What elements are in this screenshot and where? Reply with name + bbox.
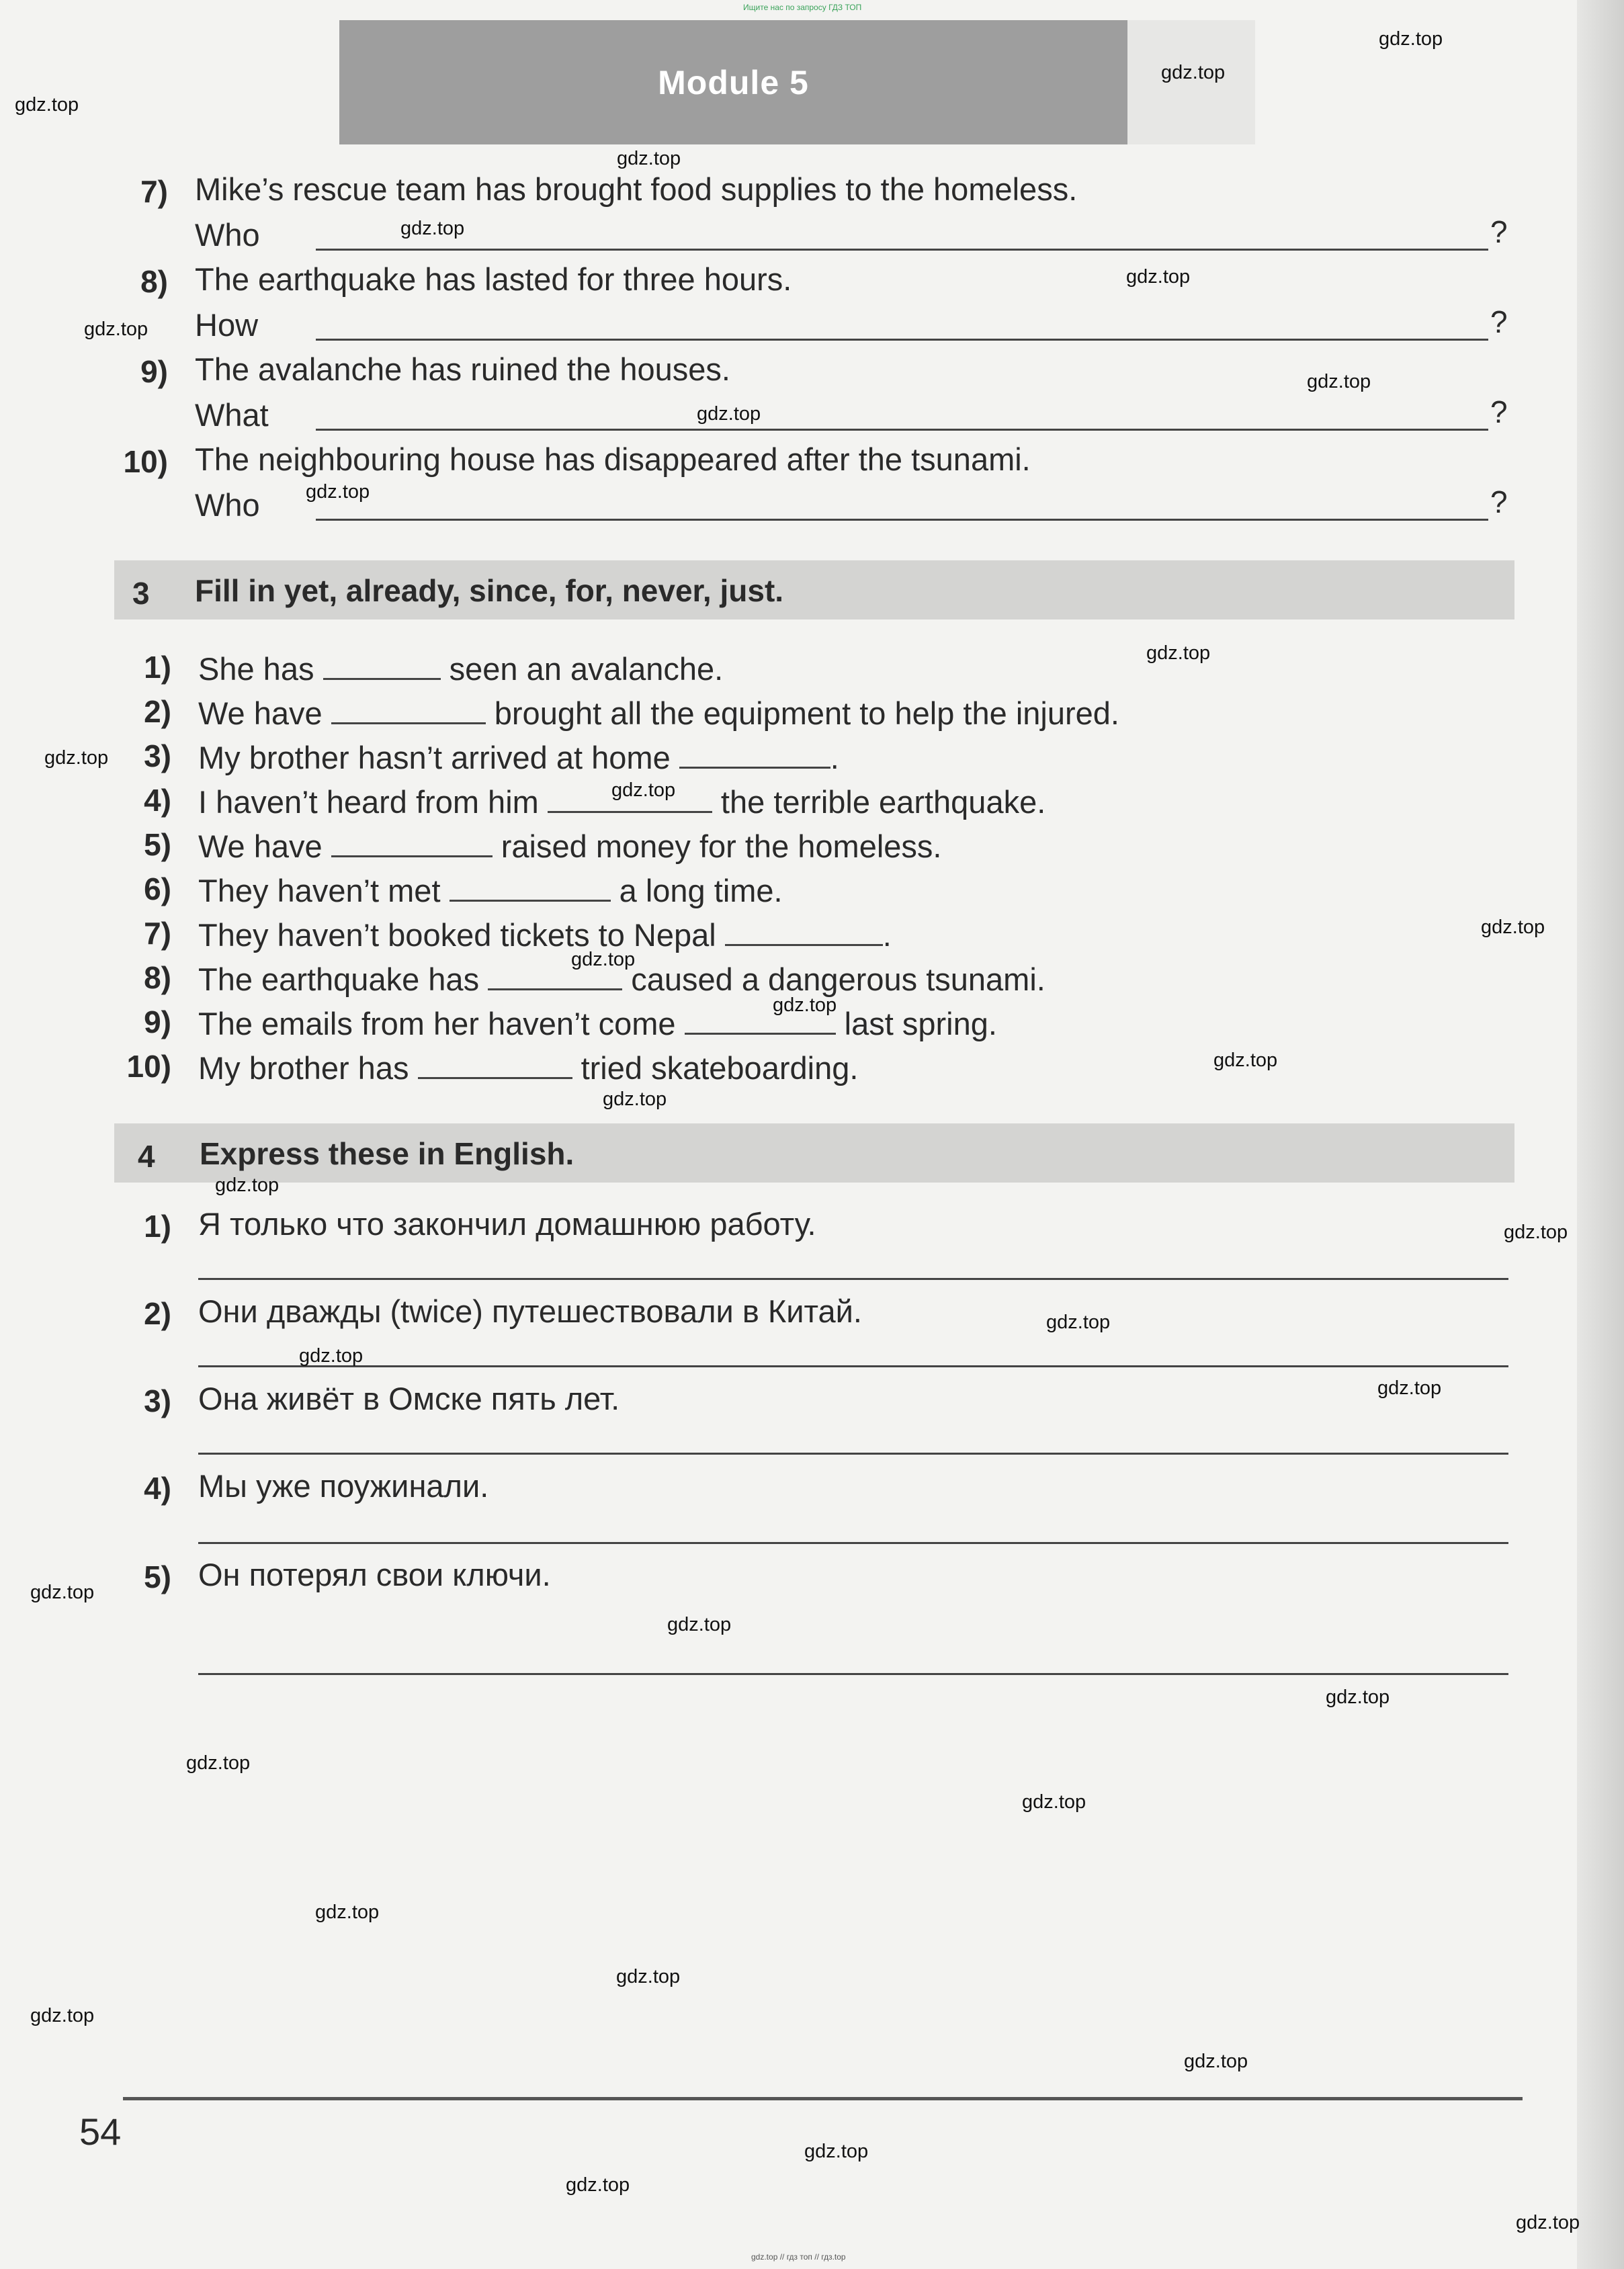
watermark: gdz.top: [1213, 1050, 1278, 1071]
watermark: gdz.top: [400, 218, 465, 239]
watermark: gdz.top: [1379, 28, 1443, 50]
answer-line[interactable]: [316, 519, 1488, 521]
page-number: 54: [79, 2110, 122, 2153]
watermark: gdz.top: [1046, 1312, 1111, 1333]
watermark: gdz.top: [30, 1582, 95, 1603]
section-title: Fill in yet, already, since, for, never, just.: [195, 573, 784, 608]
watermark: gdz.top: [617, 148, 681, 169]
question-mark: ?: [1490, 394, 1508, 429]
footer-rule: [123, 2097, 1523, 2100]
blank-field[interactable]: [725, 912, 883, 946]
watermark: gdz.top: [1377, 1377, 1442, 1399]
question-statement: The avalanche has ruined the houses.: [195, 351, 730, 387]
watermark: gdz.top: [1126, 266, 1191, 288]
translation-prompt: Он потерял свои ключи.: [198, 1557, 551, 1592]
fill-in-sentence: I haven’t heard from him the terrible earthquake.: [198, 779, 1045, 820]
watermark: gdz.top: [1146, 642, 1211, 664]
blank-field[interactable]: [679, 735, 830, 769]
blank-field[interactable]: [331, 691, 486, 724]
watermark: gdz.top: [315, 1901, 380, 1923]
item-number: 1): [144, 1209, 171, 1244]
watermark: gdz.top: [215, 1174, 280, 1196]
fill-in-sentence: The emails from her haven’t come last spring.: [198, 1001, 997, 1042]
fill-in-sentence: The earthquake has caused a dangerous tsunami.: [198, 957, 1045, 998]
watermark: gdz.top: [306, 481, 370, 503]
item-number: 7): [140, 174, 168, 209]
fill-in-sentence: My brother hasn’t arrived at home .: [198, 735, 839, 776]
item-number: 6): [144, 871, 171, 906]
watermark: gdz.top: [667, 1614, 732, 1635]
module-banner: [339, 20, 1127, 144]
question-statement: The earthquake has lasted for three hours.: [195, 261, 792, 297]
translation-prompt: Я только что закончил домашнюю работу.: [198, 1206, 816, 1242]
watermark: gdz.top: [1184, 2051, 1248, 2072]
item-number: 3): [144, 738, 171, 773]
answer-line[interactable]: [198, 1453, 1508, 1455]
question-prompt: Who: [195, 217, 260, 253]
watermark: gdz.top: [1481, 916, 1545, 938]
module-title: Module 5: [658, 63, 809, 101]
bottom-note: gdz.top // гдз топ // гдз.top: [751, 2252, 846, 2262]
watermark: gdz.top: [299, 1345, 364, 1367]
fill-in-sentence: They haven’t met a long time.: [198, 868, 783, 909]
item-number: 9): [144, 1004, 171, 1039]
answer-line[interactable]: [198, 1673, 1508, 1675]
item-number: 10): [123, 444, 168, 479]
watermark: gdz.top: [773, 994, 837, 1016]
watermark: gdz.top: [1307, 371, 1371, 392]
item-number: 2): [144, 694, 171, 729]
item-number: 4): [144, 1471, 171, 1506]
answer-line[interactable]: [198, 1365, 1508, 1367]
item-number: 9): [140, 354, 168, 389]
answer-line[interactable]: [316, 339, 1488, 341]
question-statement: The neighbouring house has disappeared after the tsunami.: [195, 441, 1031, 477]
question-statement: Mike’s rescue team has brought food supplies to the homeless.: [195, 171, 1078, 207]
watermark: gdz.top: [571, 949, 636, 970]
item-number: 1): [144, 650, 171, 685]
answer-line[interactable]: [198, 1278, 1508, 1280]
answer-line[interactable]: [198, 1542, 1508, 1544]
watermark: gdz.top: [611, 779, 676, 801]
question-prompt: What: [195, 397, 269, 433]
watermark: gdz.top: [804, 2141, 869, 2162]
question-mark: ?: [1490, 214, 1508, 249]
blank-field[interactable]: [418, 1045, 572, 1079]
blank-field[interactable]: [331, 824, 493, 857]
item-number: 3): [144, 1383, 171, 1418]
item-number: 8): [140, 264, 168, 299]
translation-prompt: Она живёт в Омске пять лет.: [198, 1381, 620, 1416]
translation-prompt: Мы уже поужинали.: [198, 1468, 489, 1504]
translation-prompt: Они дважды (twice) путешествовали в Китай.: [198, 1293, 862, 1329]
watermark: gdz.top: [30, 2005, 95, 2026]
section-number: 3: [132, 576, 150, 611]
watermark: gdz.top: [44, 747, 109, 769]
section-title: Express these in English.: [200, 1136, 574, 1171]
item-number: 5): [144, 827, 171, 862]
watermark: gdz.top: [697, 403, 761, 425]
watermark: gdz.top: [84, 318, 148, 340]
watermark: gdz.top: [186, 1752, 251, 1774]
watermark: gdz.top: [1022, 1791, 1086, 1813]
watermark: gdz.top: [1516, 2212, 1580, 2233]
page-edge-shadow: [1577, 0, 1624, 2269]
question-mark: ?: [1490, 484, 1508, 519]
fill-in-sentence: They haven’t booked tickets to Nepal .: [198, 912, 892, 953]
watermark: gdz.top: [603, 1088, 667, 1110]
fill-in-sentence: We have raised money for the homeless.: [198, 824, 941, 865]
section-number: 4: [138, 1139, 155, 1174]
item-number: 5): [144, 1559, 171, 1594]
blank-field[interactable]: [450, 868, 611, 902]
watermark: gdz.top: [616, 1966, 681, 1987]
watermark: gdz.top: [15, 94, 79, 116]
item-number: 4): [144, 783, 171, 818]
watermark: gdz.top: [1161, 62, 1226, 83]
answer-line[interactable]: [316, 429, 1488, 431]
question-mark: ?: [1490, 304, 1508, 339]
item-number: 8): [144, 960, 171, 995]
blank-field[interactable]: [323, 646, 441, 680]
answer-line[interactable]: [316, 249, 1488, 251]
question-prompt: Who: [195, 487, 260, 523]
watermark: gdz.top: [1326, 1686, 1390, 1708]
question-prompt: How: [195, 307, 259, 343]
fill-in-sentence: My brother has tried skateboarding.: [198, 1045, 858, 1086]
top-note: Ищите нас по запросу ГДЗ ТОП: [743, 3, 862, 12]
watermark: gdz.top: [566, 2174, 630, 2196]
fill-in-sentence: She has seen an avalanche.: [198, 646, 723, 687]
watermark: gdz.top: [1504, 1222, 1568, 1243]
fill-in-sentence: We have brought all the equipment to help the injured.: [198, 691, 1119, 732]
item-number: 2): [144, 1296, 171, 1331]
item-number: 10): [126, 1049, 171, 1084]
item-number: 7): [144, 916, 171, 951]
